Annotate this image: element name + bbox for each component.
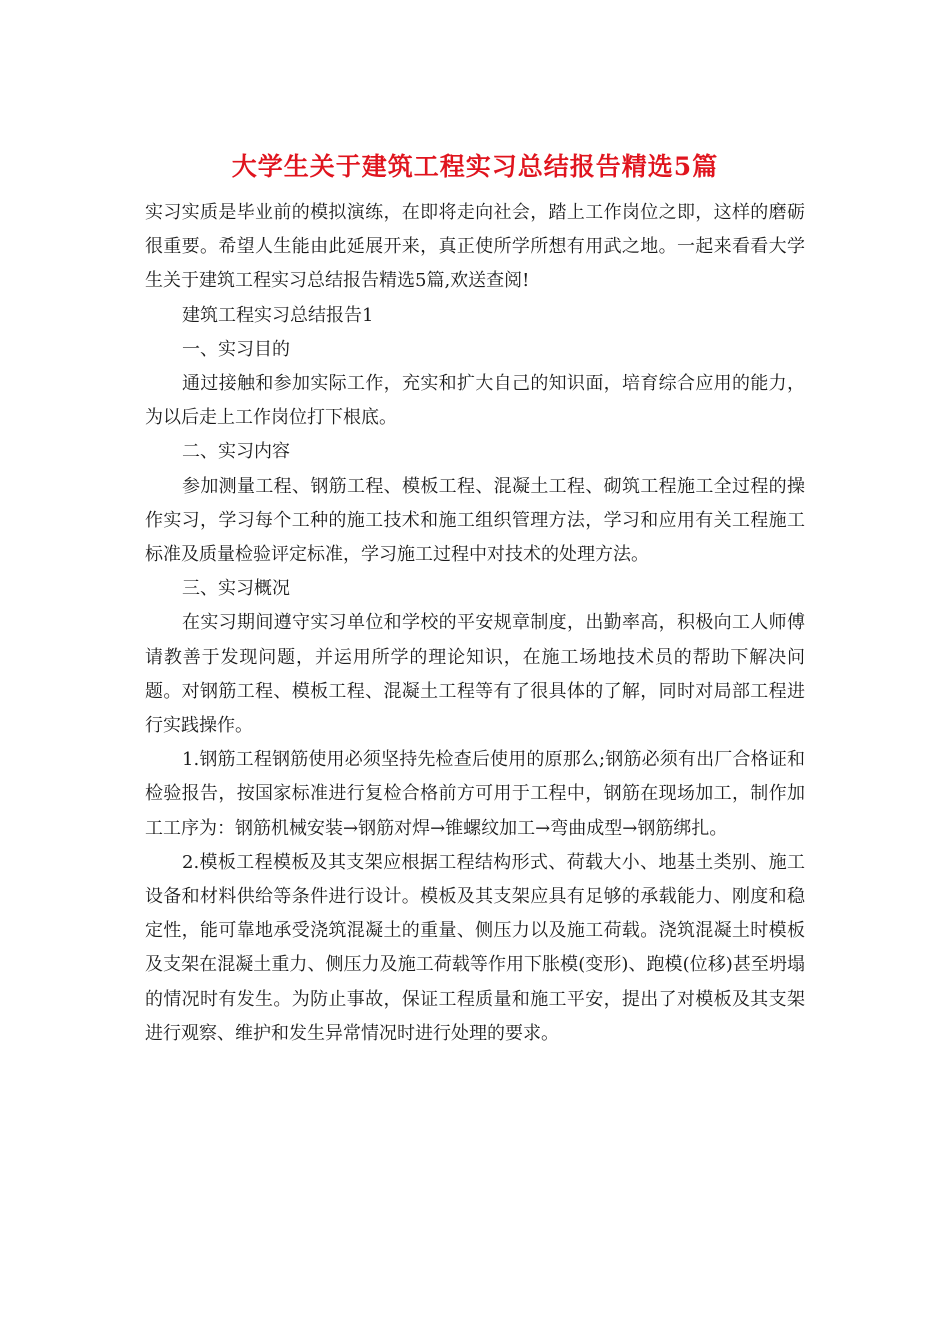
overview-paragraph: 在实习期间遵守实习单位和学校的平安规章制度，出勤率高，积极向工人师傅请教善于发现问题，并运用所学的理论知识，在施工场地技术员的帮助下解决问题。对钢筋工程、模板工程、混凝土工程等有了很具体的了解，同时对局部工程进行实践操作。 xyxy=(145,612,805,737)
rebar-paragraph: 1.钢筋工程钢筋使用必须坚持先检查后使用的原那么;钢筋必须有出厂合格证和检验报告，按国家标准进行复检合格前方可用于工程中，钢筋在现场加工，制作加工工序为：钢筋机械安装→钢筋对焊→锥螺纹加工→弯曲成型→钢筋绑扎。 xyxy=(145,749,805,839)
document-title: 大学生关于建筑工程实习总结报告精选5篇 xyxy=(231,152,719,181)
purpose-paragraph: 通过接触和参加实际工作，充实和扩大自己的知识面，培育综合应用的能力，为以后走上工作岗位打下根底。 xyxy=(145,373,805,429)
formwork-paragraph: 2.模板工程模板及其支架应根据工程结构形式、荷载大小、地基土类别、施工设备和材料供给等条件进行设计。模板及其支架应具有足够的承载能力、刚度和稳定性，能可靠地承受浇筑混凝土的重量、侧压力以及施工荷载。浇筑混凝土时模板及支架在混凝土重力、侧压力及施工荷载等作用下胀模(变形)、跑模(位移)甚至坍塌的情况时有发生。为防止事故，保证工程质量和施工平安，提出了对模板及其支架进行观察、维护和发生异常情况时进行处理的要求。 xyxy=(145,851,805,1044)
content-paragraph: 参加测量工程、钢筋工程、模板工程、混凝土工程、砌筑工程施工全过程的操作实习，学习每个工种的施工技术和施工组织管理方法，学习和应用有关工程施工标准及质量检验评定标准，学习施工过程中对技术的处理方法。 xyxy=(145,475,805,566)
section-heading-purpose: 一、实习目的 xyxy=(182,338,290,360)
document-body xyxy=(145,196,805,1051)
report-heading: 建筑工程实习总结报告1 xyxy=(182,304,374,326)
section-heading-content: 二、实习内容 xyxy=(182,441,290,463)
section-heading-overview: 三、实习概况 xyxy=(182,578,290,600)
intro-paragraph: 实习实质是毕业前的模拟演练，在即将走向社会，踏上工作岗位之即，这样的磨砺很重要。希望人生能由此延展开来，真正使所学所想有用武之地。一起来看看大学生关于建筑工程实习总结报告精选5篇,欢送查阅! xyxy=(145,202,805,292)
